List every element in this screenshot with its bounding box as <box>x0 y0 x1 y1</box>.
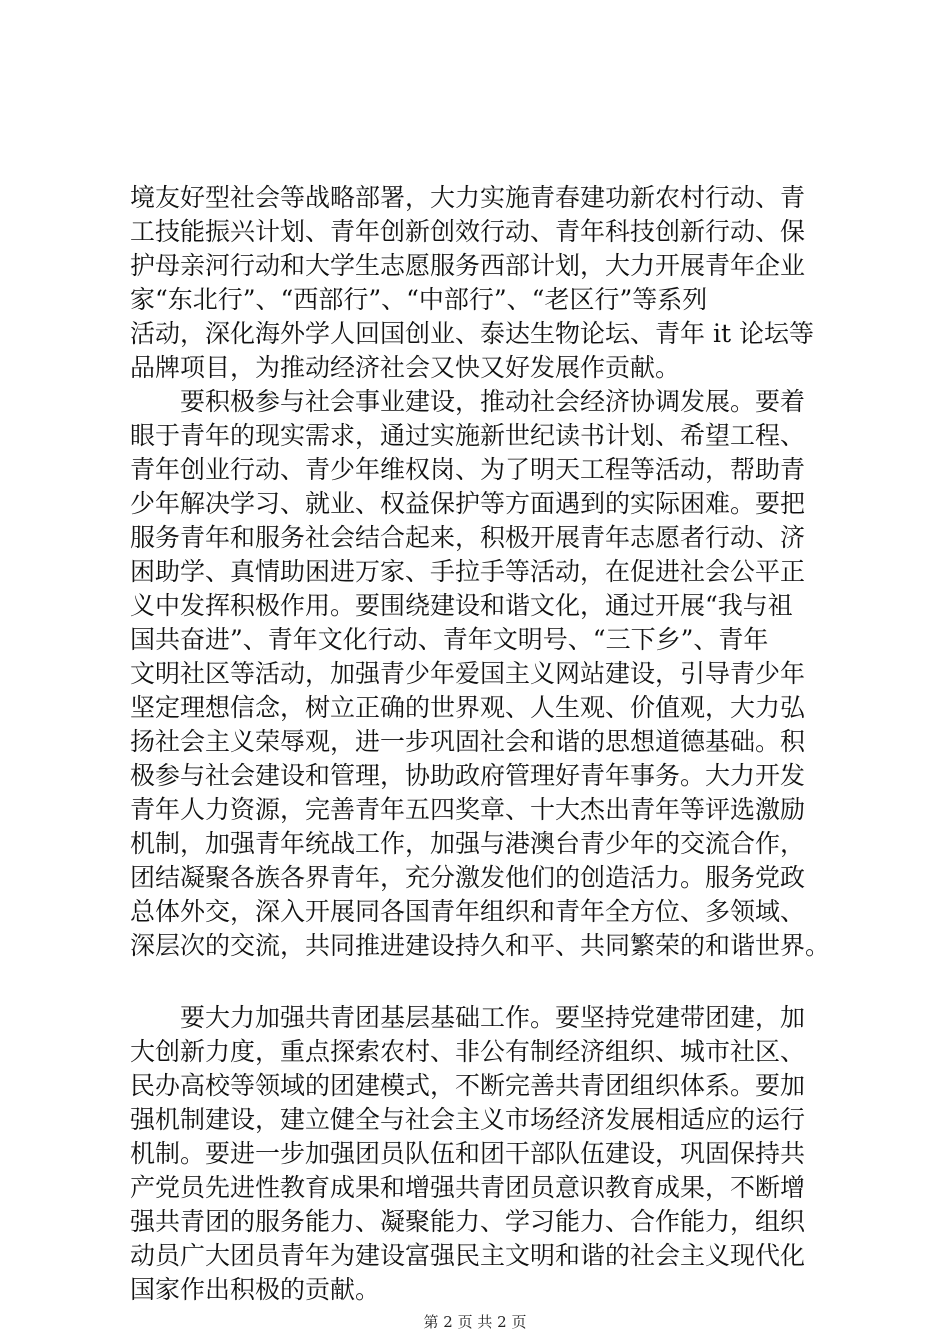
paragraph-2-line-13: 青年人力资源，完善青年五四奖章、十大杰出青年等评选激励 <box>130 795 806 824</box>
paragraph-3-line-7: 强共青团的服务能力、凝聚能力、学习能力、合作能力，组织 <box>130 1207 806 1236</box>
paragraph-3-line-1: 要大力加强共青团基层基础工作。要坚持党建带团建，加 <box>130 1003 806 1032</box>
paragraph-2-line-12: 极参与社会建设和管理，协助政府管理好青年事务。大力开发 <box>130 761 806 790</box>
paragraph-2-line-1: 要积极参与社会事业建设，推动社会经济协调发展。要着 <box>130 387 806 416</box>
paragraph-3-line-9: 国家作出积极的贡献。 <box>130 1275 381 1304</box>
paragraph-3-line-8: 动员广大团员青年为建设富强民主文明和谐的社会主义现代化 <box>130 1241 806 1270</box>
paragraph-2-line-10: 坚定理想信念，树立正确的世界观、人生观、价值观，大力弘 <box>130 693 806 722</box>
paragraph-1-line-1: 境友好型社会等战略部署，大力实施青春建功新农村行动、青 <box>130 183 806 212</box>
paragraph-3-line-5: 机制。要进一步加强团员队伍和团干部队伍建设，巩固保持共 <box>130 1139 806 1168</box>
paragraph-2-line-4: 少年解决学习、就业、权益保护等方面遇到的实际困难。要把 <box>130 489 806 518</box>
page-footer: 第 2 页 共 2 页 <box>423 1313 527 1331</box>
paragraph-2-line-3: 青年创业行动、青少年维权岗、为了明天工程等活动，帮助青 <box>130 455 806 484</box>
paragraph-2-line-11: 扬社会主义荣辱观，进一步巩固社会和谐的思想道德基础。积 <box>130 727 806 756</box>
paragraph-2-line-6: 困助学、真情助困进万家、手拉手等活动，在促进社会公平正 <box>130 557 806 586</box>
paragraph-1-line-2: 工技能振兴计划、青年创新创效行动、青年科技创新行动、保 <box>130 217 806 246</box>
paragraph-1-line-5: 活动，深化海外学人回国创业、泰达生物论坛、青年 it 论坛等 <box>130 319 814 348</box>
paragraph-1-line-4: 家“东北行”、“西部行”、“中部行”、“老区行”等系列 <box>130 285 708 314</box>
paragraph-2-line-14: 机制，加强青年统战工作，加强与港澳台青少年的交流合作， <box>130 829 806 858</box>
paragraph-2-line-2: 眼于青年的现实需求，通过实施新世纪读书计划、希望工程、 <box>130 421 806 450</box>
paragraph-3-line-3: 民办高校等领域的团建模式，不断完善共青团组织体系。要加 <box>130 1071 806 1100</box>
paragraph-2-line-17: 深层次的交流，共同推进建设持久和平、共同繁荣的和谐世界。 <box>130 931 831 960</box>
paragraph-1-line-6: 品牌项目，为推动经济社会又快又好发展作贡献。 <box>130 353 681 382</box>
paragraph-2-line-9: 文明社区等活动，加强青少年爱国主义网站建设，引导青少年 <box>130 659 806 688</box>
paragraph-2-line-15: 团结凝聚各族各界青年，充分激发他们的创造活力。服务党政 <box>130 863 806 892</box>
paragraph-1-line-3: 护母亲河行动和大学生志愿服务西部计划，大力开展青年企业 <box>130 251 806 280</box>
paragraph-2-line-7: 义中发挥积极作用。要围绕建设和谐文化，通过开展“我与祖 <box>130 591 793 620</box>
paragraph-2-line-8: 国共奋进”、青年文化行动、青年文明号、“三下乡”、青年 <box>130 625 769 654</box>
paragraph-3-line-6: 产党员先进性教育成果和增强共青团员意识教育成果，不断增 <box>130 1173 806 1202</box>
paragraph-2-line-5: 服务青年和服务社会结合起来，积极开展青年志愿者行动、济 <box>130 523 806 552</box>
paragraph-3-line-2: 大创新力度，重点探索农村、非公有制经济组织、城市社区、 <box>130 1037 806 1066</box>
paragraph-2-line-16: 总体外交，深入开展同各国青年组织和青年全方位、多领域、 <box>130 897 806 926</box>
paragraph-3-line-4: 强机制建设，建立健全与社会主义市场经济发展相适应的运行 <box>130 1105 806 1134</box>
